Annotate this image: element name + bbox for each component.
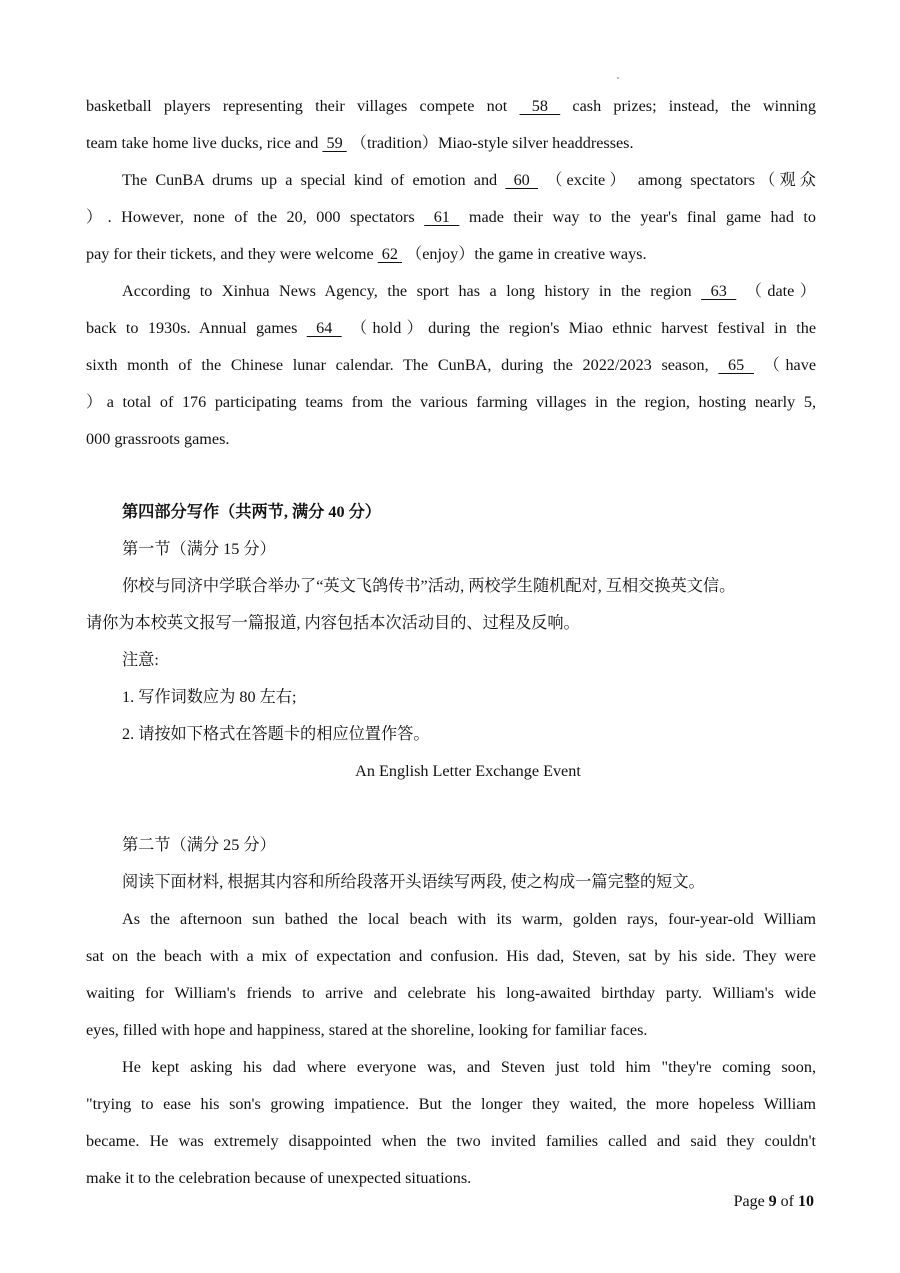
section-2-title: 第二节（满分 25 分） bbox=[122, 836, 276, 854]
cloze-line-10: 000 grassroots games. bbox=[86, 430, 230, 448]
section-1-text-1: 你校与同济中学联合举办了“英文飞鸽传书”活动, 两校学生随机配对, 互相交换英文信。 bbox=[122, 577, 736, 595]
note-item-2: 2. 请按如下格式在答题卡的相应位置作答。 bbox=[122, 725, 430, 743]
blank-61: 61 bbox=[424, 208, 460, 226]
section-heading: 第四部分写作（共两节, 满分 40 分） bbox=[122, 503, 381, 521]
blank-59: 59 bbox=[322, 134, 347, 152]
blank-58: 58 bbox=[519, 97, 561, 115]
cloze-line-9: ）a total of 176 participating teams from the various farming villages in the region, hosting nearly 5, bbox=[86, 393, 816, 411]
section-2-instructions: 阅读下面材料, 根据其内容和所给段落开头语续写两段, 使之构成一篇完整的短文。 bbox=[122, 873, 705, 891]
story-p2-line-4: make it to the celebration because of unexpected situations. bbox=[86, 1169, 472, 1187]
story-p2-line-3: became. He was extremely disappointed when the two invited families called and said they couldn't bbox=[86, 1132, 816, 1150]
essay-title: An English Letter Exchange Event bbox=[355, 762, 581, 780]
cloze-line-2: team take home live ducks, rice and 59 （tradition）Miao-style silver headdresses. bbox=[86, 134, 634, 152]
story-p1-line-2: sat on the beach with a mix of expectation and confusion. His dad, Steven, sat by his side. They were bbox=[86, 947, 816, 965]
story-p1-line-1: As the afternoon sun bathed the local beach with its warm, golden rays, four-year-old William bbox=[122, 910, 816, 928]
blank-64: 64 bbox=[306, 319, 342, 337]
cloze-line-1: basketball players representing their villages compete not 58 cash prizes; instead, the winning bbox=[86, 97, 816, 115]
cloze-line-8: sixth month of the Chinese lunar calendar. The CunBA, during the 2022/2023 season, 65 （have bbox=[86, 356, 817, 374]
story-p1-line-3: waiting for William's friends to arrive and celebrate his long-awaited birthday party. William's wide bbox=[86, 984, 816, 1002]
story-p2-line-1: He kept asking his dad where everyone was, and Steven just told him "they're coming soon, bbox=[122, 1058, 816, 1076]
section-1-title: 第一节（满分 15 分） bbox=[122, 540, 276, 558]
cloze-line-3: The CunBA drums up a special kind of emotion and 60 （excite） among spectators（观众 bbox=[122, 171, 816, 189]
story-p1-line-4: eyes, filled with hope and happiness, stared at the shoreline, looking for familiar faces. bbox=[86, 1021, 648, 1039]
cloze-line-7: back to 1930s. Annual games 64 （hold）during the region's Miao ethnic harvest festival in the bbox=[86, 319, 817, 337]
note-item-1: 1. 写作词数应为 80 左右; bbox=[122, 688, 297, 706]
blank-62: 62 bbox=[377, 245, 402, 263]
section-1-text-2: 请你为本校英文报写一篇报道, 内容包括本次活动目的、过程及反响。 bbox=[86, 614, 580, 632]
note-label: 注意: bbox=[122, 651, 159, 669]
blank-60: 60 bbox=[505, 171, 538, 189]
cloze-line-4: ）. However, none of the 20, 000 spectators 61 made their way to the year's final game had to bbox=[86, 208, 816, 226]
blank-65: 65 bbox=[718, 356, 754, 374]
cloze-line-5: pay for their tickets, and they were welcome 62 （enjoy）the game in creative ways. bbox=[86, 245, 647, 263]
cloze-line-6: According to Xinhua News Agency, the sport has a long history in the region 63 （date） bbox=[122, 282, 816, 300]
page-number: Page 9 of 10 bbox=[733, 1193, 814, 1210]
blank-63: 63 bbox=[701, 282, 737, 300]
speck bbox=[617, 77, 619, 79]
story-p2-line-2: "trying to ease his son's growing impatience. But the longer they waited, the more hopeless William bbox=[86, 1095, 816, 1113]
